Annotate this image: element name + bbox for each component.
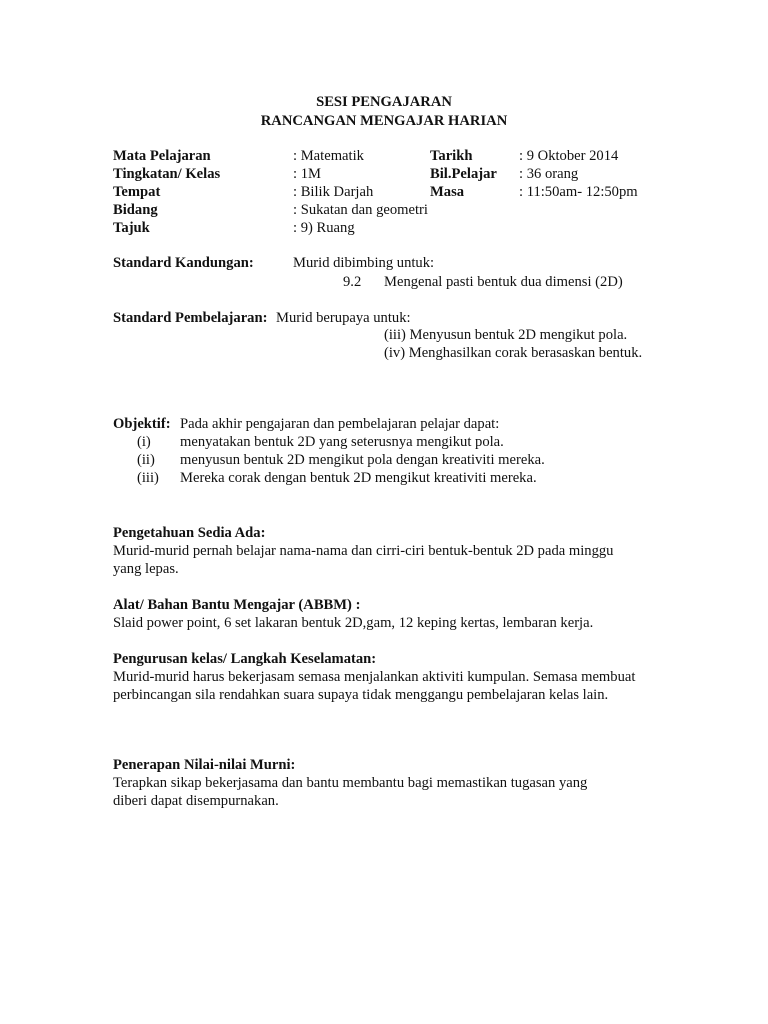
pengurusan-text: Murid-murid harus bekerjasam semasa menjalankan aktiviti kumpulan. Semasa membuat bbox=[113, 669, 636, 685]
nilai-text: Terapkan sikap bekerjasama dan bantu membantu bagi memastikan tugasan yang bbox=[113, 775, 588, 791]
pengurusan-text: perbincangan sila rendahkan suara supaya tidak menggangu pembelajaran kelas lain. bbox=[113, 687, 609, 703]
info-label: Tempat bbox=[113, 184, 161, 200]
standard-pembelajaran-item: (iv) Menghasilkan corak berasaskan bentuk. bbox=[384, 345, 643, 361]
objektif-num: (i) bbox=[137, 434, 151, 450]
info-value: : Sukatan dan geometri bbox=[293, 202, 428, 218]
info-label: Tajuk bbox=[113, 220, 150, 236]
objektif-num: (iii) bbox=[137, 470, 159, 486]
info-right-value: : 11:50am- 12:50pm bbox=[519, 184, 638, 200]
objektif-item: menyusun bentuk 2D mengikut pola dengan kreativiti mereka. bbox=[180, 452, 545, 468]
abbm-text: Slaid power point, 6 set lakaran bentuk 2D,gam, 12 keping kertas, lembaran kerja. bbox=[113, 615, 594, 631]
objektif-intro: Pada akhir pengajaran dan pembelajaran pelajar dapat: bbox=[180, 416, 500, 432]
info-right-value: : 9 Oktober 2014 bbox=[519, 148, 619, 164]
document-title: SESI PENGAJARAN bbox=[316, 94, 452, 110]
info-label: Mata Pelajaran bbox=[113, 148, 211, 164]
info-value: : 9) Ruang bbox=[293, 220, 355, 236]
standard-kandungan-text: Mengenal pasti bentuk dua dimensi (2D) bbox=[384, 274, 623, 290]
pengetahuan-heading: Pengetahuan Sedia Ada: bbox=[113, 525, 266, 541]
standard-pembelajaran-item: (iii) Menyusun bentuk 2D mengikut pola. bbox=[384, 327, 628, 343]
pengetahuan-text: yang lepas. bbox=[113, 561, 179, 577]
pengetahuan-text: Murid-murid pernah belajar nama-nama dan cirri-ciri bentuk-bentuk 2D pada minggu bbox=[113, 543, 614, 559]
nilai-text: diberi dapat disempurnakan. bbox=[113, 793, 279, 809]
pengurusan-heading: Pengurusan kelas/ Langkah Keselamatan: bbox=[113, 651, 377, 667]
info-label: Tingkatan/ Kelas bbox=[113, 166, 221, 182]
info-right-value: : 36 orang bbox=[519, 166, 579, 182]
info-label: Bidang bbox=[113, 202, 158, 218]
standard-pembelajaran-label: Standard Pembelajaran: bbox=[113, 310, 268, 326]
objektif-num: (ii) bbox=[137, 452, 155, 468]
info-value: : Bilik Darjah bbox=[293, 184, 374, 200]
info-right-label: Tarikh bbox=[430, 148, 473, 164]
info-value: : Matematik bbox=[293, 148, 364, 164]
document-subtitle: RANCANGAN MENGAJAR HARIAN bbox=[260, 113, 508, 129]
nilai-heading: Penerapan Nilai-nilai Murni: bbox=[113, 757, 296, 773]
standard-kandungan-intro: Murid dibimbing untuk: bbox=[293, 255, 435, 271]
abbm-heading: Alat/ Bahan Bantu Mengajar (ABBM) : bbox=[113, 597, 361, 613]
info-right-label: Bil.Pelajar bbox=[430, 166, 497, 182]
standard-kandungan-num: 9.2 bbox=[343, 274, 362, 290]
standard-pembelajaran-intro: Murid berupaya untuk: bbox=[276, 310, 411, 326]
objektif-item: Mereka corak dengan bentuk 2D mengikut kreativiti mereka. bbox=[180, 470, 537, 486]
info-value: : 1M bbox=[293, 166, 321, 182]
standard-kandungan-label: Standard Kandungan: bbox=[113, 255, 254, 271]
objektif-item: menyatakan bentuk 2D yang seterusnya mengikut pola. bbox=[180, 434, 504, 450]
info-right-label: Masa bbox=[430, 184, 465, 200]
objektif-label: Objektif: bbox=[113, 416, 171, 432]
